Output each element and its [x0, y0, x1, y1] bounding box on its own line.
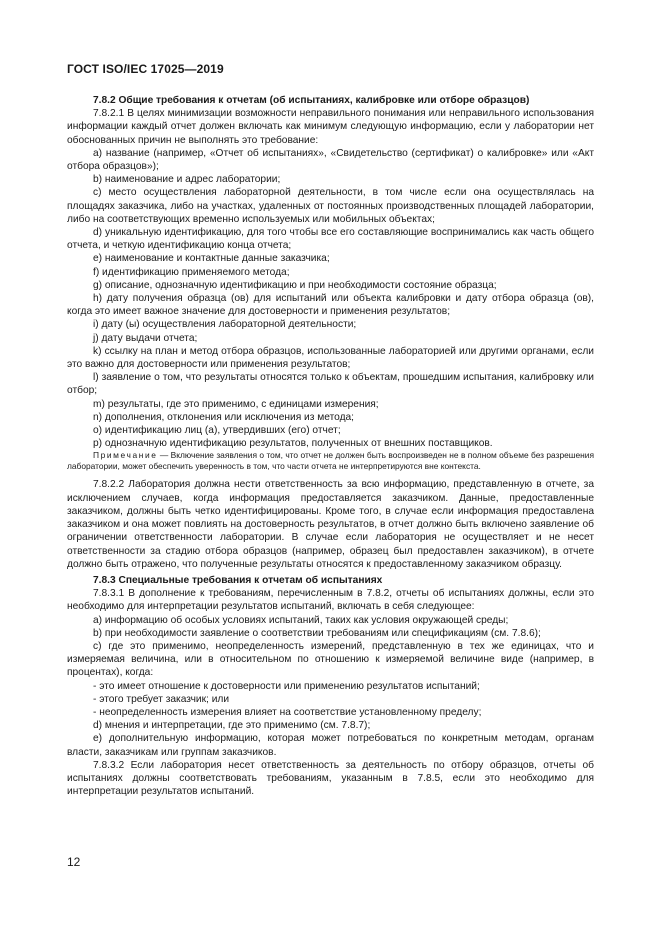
paragraph — [67, 759, 594, 799]
paragraph-text: 7.8.3 Специальные требования к отчетам об испытаниях — [93, 574, 383, 586]
paragraph — [67, 693, 594, 706]
paragraph-text: 7.8.3.1 В дополнение к требованиям, перечисленным в 7.8.2, отчеты об испытаниях должны, если это необходимо для интерпретации результатов испытаний, включать в себя следующее: — [67, 588, 594, 613]
paragraph — [67, 279, 594, 292]
paragraph — [67, 186, 594, 226]
paragraph — [67, 345, 594, 371]
paragraph — [67, 706, 594, 719]
paragraph — [67, 680, 594, 693]
paragraph-text: n) дополнения, отклонения или исключения из метода; — [93, 411, 355, 423]
paragraph-text: f) идентификацию применяемого метода; — [93, 266, 290, 278]
note-label: Примечание — [93, 450, 158, 461]
paragraph-text: m) результаты, где это применимо, с единицами измерения; — [93, 398, 379, 410]
paragraph-text: j) дату выдачи отчета; — [93, 332, 198, 344]
paragraph-text: — Включение заявления о том, что отчет не должен быть воспроизведен не в полном объеме без разрешения лаборатории, может обеспечить уверенность в том, что части отчета не интерпретируются вне контекста. — [67, 450, 594, 472]
paragraph — [67, 173, 594, 186]
paragraph-text: b) наименование и адрес лаборатории; — [93, 174, 281, 186]
paragraph-text: g) описание, однозначную идентификацию и при необходимости состояние образца; — [93, 279, 497, 291]
paragraph-text: d) уникальную идентификацию, для того чтобы все его составляющие воспринимались как часть общего отчета, и четкую идентификацию конца отчета; — [67, 227, 594, 252]
paragraph-text: - неопределенность измерения влияет на соответствие установленному пределу; — [93, 706, 482, 718]
paragraph-text: b) при необходимости заявление о соответствии требованиям или спецификациям (см. 7.8.6); — [93, 627, 541, 639]
paragraph-text: a) название (например, «Отчет об испытаниях», «Свидетельство (сертификат) о калибровке» или «Акт отбора образцов»); — [67, 147, 594, 173]
paragraph — [67, 266, 594, 279]
paragraph — [67, 107, 594, 147]
paragraph — [67, 627, 594, 640]
paragraph — [67, 437, 594, 450]
paragraph-text: - это имеет отношение к достоверности или применению результатов испытаний; — [93, 680, 480, 692]
paragraph — [67, 587, 594, 613]
paragraph-text: - этого требует заказчик; или — [93, 693, 230, 705]
paragraph-text: 7.8.2.2 Лаборатория должна нести ответственность за всю информацию, представленную в отчете, за исключением случаев, когда информация предоставляется заказчиком. Данные, предоставленные заказчиком, должны быть четко идентифицированы. Кроме того, в случае если информация предоставлена заказчиком и она может повлиять на достоверность результатов, в отчет должно быть включено заявление об ограничении ответственности лаборатории. В случае если лаборатория не осуществляет и не несет ответственности за стадию отбора образцов (например, образец был предоставлен заказчиком), в отчете должно быть отражено, что полученные результаты относятся к предоставленному заказчиком образцу. — [67, 479, 594, 570]
paragraph — [67, 719, 594, 732]
paragraph-text: k) ссылку на план и метод отбора образцов, использованные лабораторией или другими органами, если это важно для достоверности или применения результатов; — [67, 345, 594, 371]
paragraph — [67, 371, 594, 397]
paragraph-text: e) наименование и контактные данные заказчика; — [93, 253, 330, 265]
paragraph-text: c) где это применимо, неопределенность измерений, представленную в тех же единицах, что и измеряемая величина, или в относительном по отношению к измеряемой величине виде (например, в процентах), когда: — [67, 640, 594, 679]
paragraph — [67, 332, 594, 345]
paragraph-text: a) информацию об особых условиях испытаний, таких как условия окружающей среды; — [93, 614, 509, 626]
paragraph-text: 7.8.3.2 Если лаборатория несет ответственность за деятельность по отбору образцов, отчеты об испытаниях должны соответствовать требованиям, указанным в 7.8.5, если это необходимо для интерпретации результатов испытаний. — [67, 759, 594, 798]
paragraph — [67, 292, 594, 318]
note-paragraph — [67, 450, 594, 472]
paragraph-text: o) идентификацию лиц (а), утвердивших (его) отчет; — [93, 425, 341, 437]
document-body — [67, 94, 594, 798]
paragraph-text: l) заявление о том, что результаты относятся только к объектам, прошедшим испытания, калибровку или отбор; — [67, 372, 594, 397]
paragraph-text: 7.8.2 Общие требования к отчетам (об испытаниях, калибровке или отборе образцов) — [93, 95, 530, 106]
paragraph — [67, 424, 594, 437]
paragraph-text: p) однозначную идентификацию результатов, полученных от внешних поставщиков. — [93, 438, 493, 450]
paragraph-text: h) дату получения образца (ов) для испытаний или объекта калибровки и дату отбора образца (ов), когда это имеет важное значение для достоверности и применения результатов; — [67, 293, 594, 318]
paragraph-text: d) мнения и интерпретации, где это применимо (см. 7.8.7); — [93, 720, 371, 732]
paragraph — [67, 252, 594, 265]
paragraph — [67, 640, 594, 680]
paragraph — [67, 411, 594, 424]
paragraph-text: e) дополнительную информацию, которая может потребоваться по конкретным методам, органам власти, заказчикам или группам заказчиков. — [67, 733, 594, 758]
paragraph-text: i) дату (ы) осуществления лабораторной деятельности; — [93, 319, 357, 331]
paragraph-text: c) место осуществления лабораторной деятельности, в том числе если она осуществлялась на площадях заказчика, либо на участках, удаленных от постоянных производственных площадей лаборатории, либо на соответствующих временно используемых или мобильных объектах; — [67, 187, 594, 225]
paragraph — [67, 147, 594, 173]
paragraph — [67, 614, 594, 627]
section-heading — [67, 94, 594, 107]
page-number: 12 — [67, 855, 81, 869]
paragraph — [67, 318, 594, 331]
paragraph — [67, 732, 594, 758]
paragraph — [67, 398, 594, 411]
document-header: ГОСТ ISO/IEC 17025—2019 — [67, 62, 224, 76]
paragraph — [67, 478, 594, 570]
paragraph — [67, 226, 594, 252]
paragraph-text: 7.8.2.1 В целях минимизации возможности неправильного понимания или неправильного использования информации каждый отчет должен включать как минимум следующую информацию, если у лаборатории нет обоснованных причин не выполнять это требование: — [67, 108, 594, 146]
section-heading — [67, 574, 594, 587]
